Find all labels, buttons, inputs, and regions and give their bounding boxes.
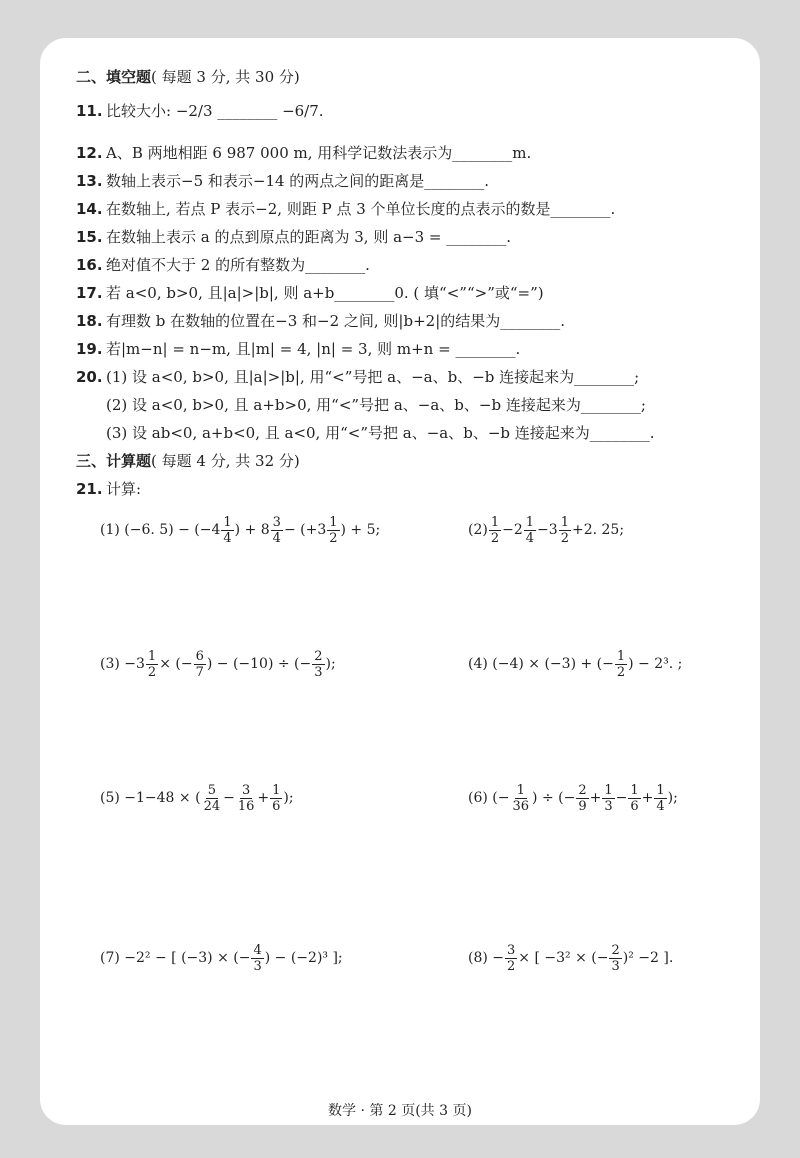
- denominator: 3: [604, 798, 613, 814]
- question-number: 15.: [76, 228, 103, 246]
- denominator: 2: [507, 958, 516, 974]
- expression-8: [468, 936, 673, 980]
- expr-text: +: [641, 790, 654, 806]
- question-text: 绝对值不大于 2 的所有整数为________.: [106, 256, 370, 274]
- fraction: [524, 515, 536, 546]
- denominator: 2: [490, 530, 500, 546]
- numerator: 5: [207, 782, 216, 798]
- fraction: [194, 649, 206, 680]
- expr-text: +2. 25;: [571, 522, 625, 538]
- expr-text: ) + 8: [234, 522, 270, 538]
- question-number: 19.: [76, 340, 103, 358]
- question-number: 18.: [76, 312, 103, 330]
- numerator: 3: [507, 942, 516, 958]
- fraction: [602, 783, 614, 814]
- expression-3: [100, 642, 336, 686]
- question-text: 数轴上表示−5 和表示−14 的两点之间的距离是________.: [106, 172, 490, 190]
- expr-text: (6) (−: [468, 790, 510, 806]
- denominator: 4: [223, 530, 232, 546]
- question-text: 若 a<0, b>0, 且|a|>|b|, 则 a+b________0. ( 填“<”“>”或“=”): [106, 284, 544, 302]
- numerator: 2: [611, 942, 620, 958]
- expr-text: × [ −3² × (−: [518, 950, 609, 966]
- section-note: ( 每题 3 分, 共 30 分): [151, 68, 300, 86]
- question-number: 14.: [76, 200, 103, 218]
- question-15: [76, 226, 511, 248]
- numerator: 4: [253, 942, 262, 958]
- page-footer: 数学 · 第 2 页(共 3 页): [328, 1103, 472, 1119]
- denominator: 3: [253, 958, 262, 974]
- expr-text: (8) −: [468, 950, 505, 966]
- numerator: 1: [147, 648, 157, 664]
- expression-2: [468, 508, 624, 552]
- expr-text: ) − (−10) ÷ (−: [206, 656, 312, 672]
- question-18: [76, 310, 565, 332]
- fraction: [271, 515, 283, 546]
- denominator: 4: [272, 530, 281, 546]
- fraction: [327, 515, 339, 546]
- question-number: 17.: [76, 284, 103, 302]
- fraction: [146, 649, 158, 680]
- denominator: 36: [512, 798, 530, 814]
- question-text: 比较大小: −2/3 ________ −6/7.: [106, 102, 324, 120]
- expr-text: −: [615, 790, 628, 806]
- fraction: [312, 649, 324, 680]
- expr-text: ) + 5;: [340, 522, 381, 538]
- numerator: 3: [272, 514, 281, 530]
- question-21: [76, 478, 141, 500]
- expr-text: ) − (−2)³ ];: [264, 950, 343, 966]
- numerator: 1: [560, 514, 569, 530]
- fraction: [615, 649, 627, 680]
- numerator: 1: [329, 514, 338, 530]
- fraction: [221, 515, 233, 546]
- question-part-2: (2) 设 a<0, b>0, 且 a+b>0, 用“<”号把 a、−a、b、−b 连接起来为________;: [106, 396, 646, 414]
- denominator: 6: [630, 798, 639, 814]
- question-16: [76, 254, 370, 276]
- expression-4: [468, 642, 682, 686]
- question-text: 若|m−n| = n−m, 且|m| = 4, |n| = 3, 则 m+n = ________.: [106, 340, 521, 358]
- denominator: 16: [237, 798, 255, 814]
- question-text: 计算:: [106, 480, 142, 498]
- question-12: [76, 142, 531, 164]
- expr-text: (3) −3: [100, 656, 145, 672]
- fraction: [270, 783, 282, 814]
- fraction: [609, 943, 621, 974]
- fraction: [654, 783, 666, 814]
- question-20-part-2: [76, 394, 646, 416]
- fraction: [628, 783, 640, 814]
- numerator: 1: [630, 782, 639, 798]
- numerator: 1: [223, 514, 232, 530]
- question-17: [76, 282, 544, 304]
- fraction: [559, 515, 571, 546]
- expr-text: );: [283, 790, 294, 806]
- expr-text: +: [257, 790, 270, 806]
- question-number: 16.: [76, 256, 103, 274]
- fraction: [510, 783, 531, 814]
- numerator: 1: [525, 514, 535, 530]
- question-20-part-3: [76, 422, 655, 444]
- question-11: [76, 100, 324, 122]
- denominator: 2: [329, 530, 338, 546]
- fraction: [505, 943, 517, 974]
- expr-text: (4) (−4) × (−3) + (−: [468, 656, 614, 672]
- expression-6: [468, 776, 678, 820]
- question-number: 21.: [76, 480, 103, 498]
- question-text: 有理数 b 在数轴的位置在−3 和−2 之间, 则|b+2|的结果为________.: [106, 312, 566, 330]
- numerator: 2: [314, 648, 323, 664]
- expr-text: (2): [468, 522, 488, 538]
- expr-text: ) − 2³. ;: [628, 656, 683, 672]
- denominator: 3: [314, 664, 323, 680]
- expr-text: (7) −2² − [ (−3) × (−: [100, 950, 251, 966]
- denominator: 7: [195, 664, 204, 680]
- fraction: [576, 783, 588, 814]
- numerator: 2: [578, 782, 587, 798]
- expr-text: − (+3: [283, 522, 327, 538]
- section-title: 三、计算题: [76, 452, 152, 470]
- section-note: ( 每题 4 分, 共 32 分): [151, 452, 300, 470]
- denominator: 4: [525, 530, 535, 546]
- denominator: 2: [616, 664, 626, 680]
- fraction: [236, 783, 257, 814]
- question-number: 12.: [76, 144, 103, 162]
- denominator: 2: [560, 530, 569, 546]
- numerator: 3: [241, 782, 251, 798]
- question-text: 在数轴上, 若点 P 表示−2, 则距 P 点 3 个单位长度的点表示的数是________.: [106, 200, 616, 218]
- expr-text: −2: [502, 522, 523, 538]
- denominator: 6: [272, 798, 281, 814]
- numerator: 1: [272, 782, 281, 798]
- expr-text: × (−: [159, 656, 193, 672]
- denominator: 3: [611, 958, 620, 974]
- question-number: 20.: [76, 368, 103, 386]
- expr-text: );: [325, 656, 336, 672]
- fraction: [489, 515, 501, 546]
- question-number: 13.: [76, 172, 103, 190]
- expression-1: [100, 508, 380, 552]
- expr-text: );: [667, 790, 678, 806]
- fraction: [251, 943, 263, 974]
- question-text: A、B 两地相距 6 987 000 m, 用科学记数法表示为________m.: [106, 144, 532, 162]
- question-13: [76, 170, 489, 192]
- exam-page: [40, 38, 760, 1125]
- expr-text: (1) (−6. 5) − (−4: [100, 522, 221, 538]
- expression-5: [100, 776, 294, 820]
- fraction: [202, 783, 223, 814]
- question-part-1: (1) 设 a<0, b>0, 且|a|>|b|, 用“<”号把 a、−a、b、−b 连接起来为________;: [106, 368, 640, 386]
- expression-7: [100, 936, 343, 980]
- expr-text: ) ÷ (−: [532, 790, 576, 806]
- section-calc-header: [76, 450, 300, 472]
- question-14: [76, 198, 615, 220]
- denominator: 24: [203, 798, 221, 814]
- denominator: 9: [578, 798, 587, 814]
- expr-text: −3: [537, 522, 558, 538]
- question-20: [76, 366, 639, 388]
- numerator: 1: [616, 648, 626, 664]
- expr-text: −: [223, 790, 235, 806]
- expr-text: (5) −1−48 × (: [100, 790, 201, 806]
- question-text: 在数轴上表示 a 的点到原点的距离为 3, 则 a−3 = ________.: [106, 228, 512, 246]
- numerator: 1: [516, 782, 525, 798]
- numerator: 1: [490, 514, 500, 530]
- question-19: [76, 338, 520, 360]
- denominator: 4: [656, 798, 665, 814]
- denominator: 2: [147, 664, 157, 680]
- numerator: 1: [604, 782, 613, 798]
- question-part-3: (3) 设 ab<0, a+b<0, 且 a<0, 用“<”号把 a、−a、b、−b 连接起来为________.: [106, 424, 655, 442]
- section-title: 二、填空题: [76, 68, 152, 86]
- numerator: 6: [195, 648, 204, 664]
- expr-text: )² −2 ].: [622, 950, 674, 966]
- numerator: 1: [656, 782, 665, 798]
- question-number: 11.: [76, 102, 103, 120]
- expr-text: +: [589, 790, 602, 806]
- section-fill-in-header: [76, 66, 300, 88]
